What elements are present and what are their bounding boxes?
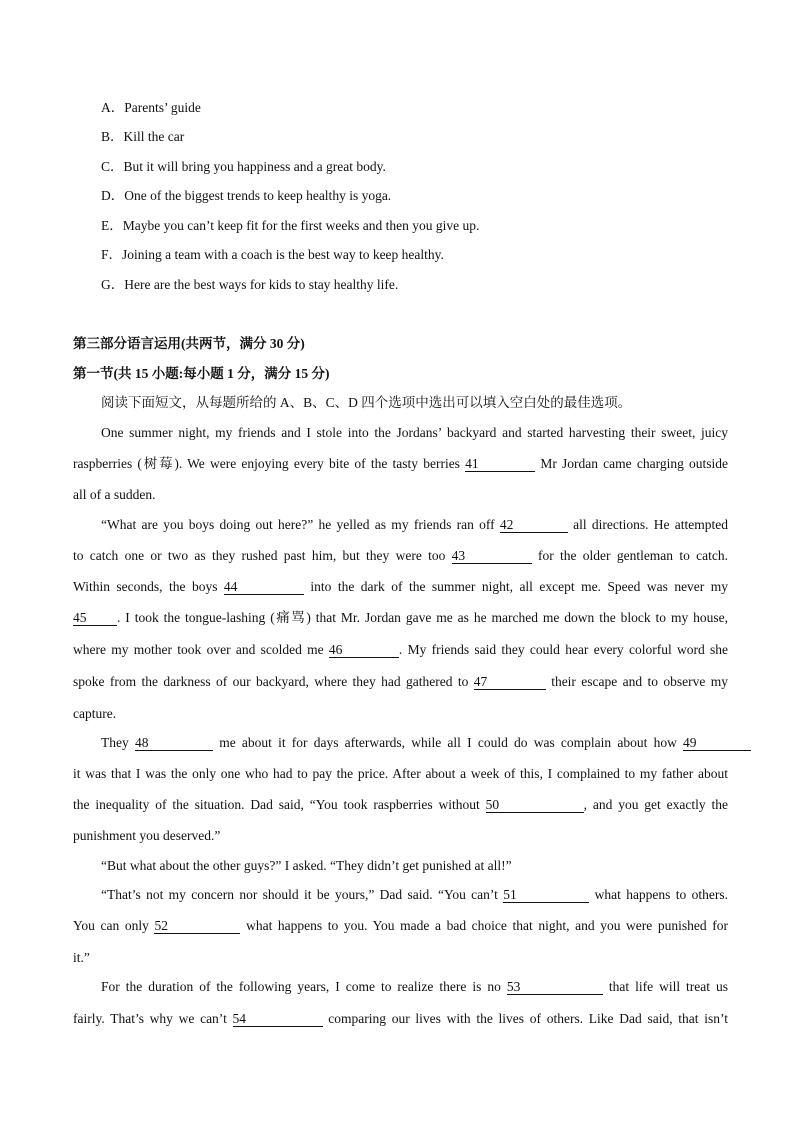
blank-50[interactable]: 50 xyxy=(486,797,584,813)
blank-52[interactable]: 52 xyxy=(154,918,240,934)
passage-line xyxy=(73,486,728,504)
text: for the older gentleman to catch. xyxy=(537,548,728,563)
text: Mr Jordan came charging outside xyxy=(540,456,729,471)
option-e: E．Maybe you can’t keep fit for the first weeks and then you give up. xyxy=(101,218,480,233)
passage-line xyxy=(101,886,728,904)
passage-line xyxy=(73,949,728,967)
subsection-title: 第一节(共 15 小题:每小题 1 分，满分 15 分) xyxy=(73,366,330,381)
text: all directions. He attempted xyxy=(573,517,729,532)
passage-line xyxy=(73,796,728,814)
blank-41[interactable]: 41 xyxy=(465,456,535,472)
passage-line xyxy=(73,917,728,935)
blank-53[interactable]: 53 xyxy=(507,979,603,995)
option-f: F．Joining a team with a coach is the best way to keep healthy. xyxy=(101,247,444,262)
text: where my mother took over and scolded me xyxy=(73,642,324,657)
section-title: 第三部分语言运用(共两节，满分 30 分) xyxy=(73,336,305,351)
text: , and you get exactly the xyxy=(583,797,728,812)
passage-line xyxy=(101,516,728,534)
text: “That’s not my concern nor should it be yours,” Dad said. “You can’t xyxy=(101,887,498,902)
text: it was that I was the only one who had to pay the price. After about a week of this, I complained to my father about xyxy=(73,766,728,781)
option-d: D．One of the biggest trends to keep healthy is yoga. xyxy=(101,188,392,203)
passage-line xyxy=(73,705,728,723)
blank-49[interactable]: 49 xyxy=(683,735,751,751)
text: raspberries (树莓). We were enjoying every bite of the tasty berries xyxy=(73,456,460,471)
passage-line xyxy=(73,547,728,565)
blank-47[interactable]: 47 xyxy=(474,674,546,690)
passage-line xyxy=(73,578,728,596)
text: what happens to you. You made a bad choice that night, and you were punished for xyxy=(246,918,728,933)
text: that life will treat us xyxy=(608,979,729,994)
blank-42[interactable]: 42 xyxy=(500,517,568,533)
option-a: A．Parents’ guide xyxy=(101,100,201,115)
text: . My friends said they could hear every colorful word she xyxy=(398,642,728,657)
text: You can only xyxy=(73,918,149,933)
text: For the duration of the following years, I come to realize there is no xyxy=(101,979,501,994)
text: Within seconds, the boys xyxy=(73,579,218,594)
passage-line xyxy=(73,1010,728,1028)
instruction: 阅读下面短文，从每题所给的 A、B、C、D 四个选项中选出可以填入空白处的最佳选项。 xyxy=(101,395,632,410)
passage-line xyxy=(101,857,728,875)
passage-line xyxy=(101,978,728,996)
text: comparing our lives with the lives of others. Like Dad said, that isn’t xyxy=(328,1011,729,1026)
blank-45[interactable]: 45 xyxy=(73,610,117,626)
text: . I took the tongue-lashing (痛骂) that Mr. Jordan gave me as he marched me down the block to my house, xyxy=(117,610,728,625)
passage-line xyxy=(73,827,728,845)
passage-line xyxy=(73,609,728,627)
text: it.” xyxy=(73,950,90,965)
blank-48[interactable]: 48 xyxy=(135,735,213,751)
text: “What are you boys doing out here?” he yelled as my friends ran off xyxy=(101,517,495,532)
blank-51[interactable]: 51 xyxy=(503,887,589,903)
option-b: B．Kill the car xyxy=(101,129,185,144)
text: to catch one or two as they rushed past him, but they were too xyxy=(73,548,446,563)
text: capture. xyxy=(73,706,117,721)
blank-43[interactable]: 43 xyxy=(452,548,532,564)
passage-line xyxy=(101,424,728,442)
option-c: C．But it will bring you happiness and a great body. xyxy=(101,159,386,174)
text: what happens to others. xyxy=(594,887,728,902)
passage-line xyxy=(101,734,751,752)
passage-line xyxy=(73,455,728,473)
text: their escape and to observe my xyxy=(551,674,729,689)
text: the inequality of the situation. Dad said, “You took raspberries without xyxy=(73,797,480,812)
text: me about it for days afterwards, while all I could do was complain about how xyxy=(219,735,677,750)
text: all of a sudden. xyxy=(73,487,156,502)
blank-44[interactable]: 44 xyxy=(224,579,304,595)
text: into the dark of the summer night, all except me. Speed was never my xyxy=(310,579,729,594)
text: spoke from the darkness of our backyard, where they had gathered to xyxy=(73,674,469,689)
text: fairly. That’s why we can’t xyxy=(73,1011,227,1026)
text: punishment you deserved.” xyxy=(73,828,221,843)
passage-line xyxy=(73,641,728,659)
passage-line xyxy=(73,673,728,691)
text: “But what about the other guys?” I asked. “They didn’t get punished at all!” xyxy=(101,858,512,873)
text: One summer night, my friends and I stole into the Jordans’ backyard and started harvesting their sweet, juicy xyxy=(101,425,728,440)
text: They xyxy=(101,735,129,750)
blank-46[interactable]: 46 xyxy=(329,642,399,658)
passage-line xyxy=(73,765,728,783)
blank-54[interactable]: 54 xyxy=(233,1011,323,1027)
option-g: G．Here are the best ways for kids to stay healthy life. xyxy=(101,277,399,292)
